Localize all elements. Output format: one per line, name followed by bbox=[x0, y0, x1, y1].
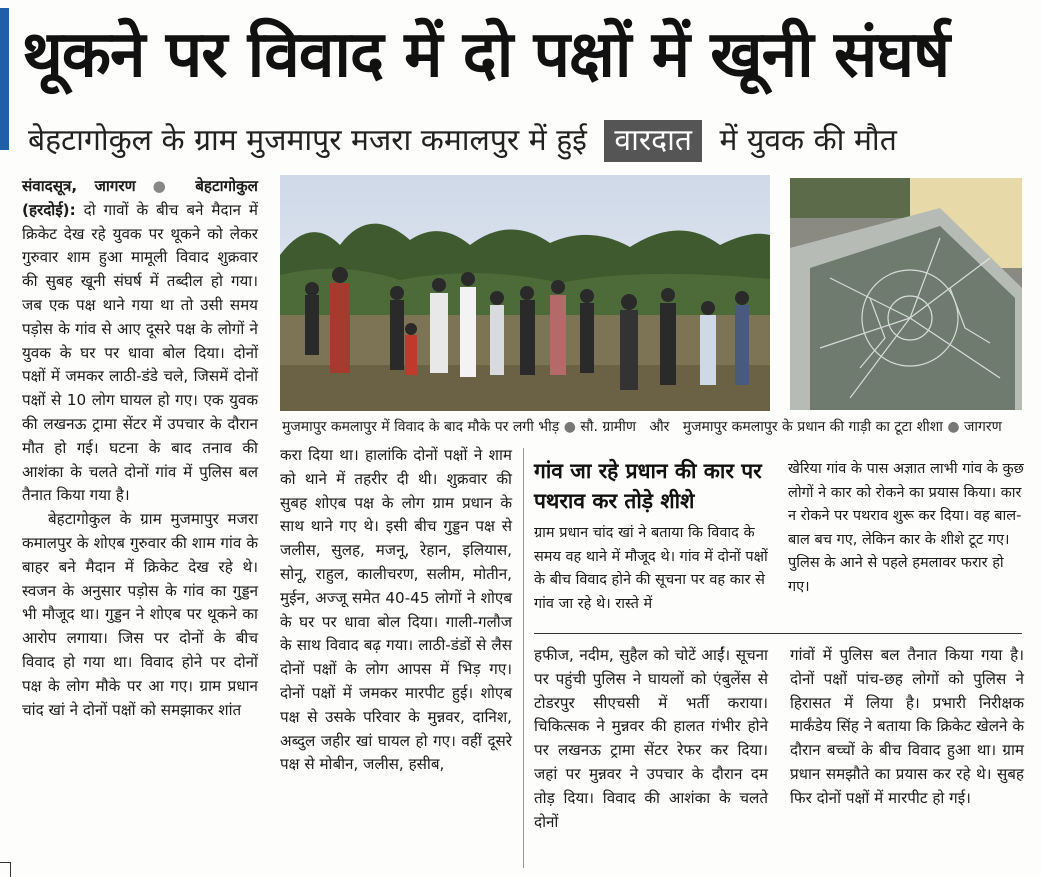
page-edge-bar bbox=[0, 8, 9, 150]
article-column-2: करा दिया था। हालांकि दोनों पक्षों ने शाम को थाने में तहरीर दी थी। शुक्रवार की सुबह शोएब पक्ष के लोग ग्राम प्रधान के साथ थाने गए थे। इसी बीच गुड्डन पक्ष से जलीस, सुलह, मजनू, रेहान, इलियास, सोनू, राहुल, कालीचरण, सलीम, मोतीन, मुईन, अज्जू समेत 40-45 लोगों ने शोएब के घर पर धावा बोल दिया। गाली-गलौज के साथ विवाद बढ़ गया। लाठी-डंडों से लैस दोनों पक्षों के लोग आपस में भिड़ गए। दोनों पक्षों में जमकर मारपीट हुई। शोएब पक्ष से उसके परिवार के मुन्नवर, दानिश, अब्दुल जहीर खां घायल हो गए। वहीं दूसरे पक्ष से मोबीन, जलीस, हसीब, bbox=[280, 446, 512, 774]
paragraph-1-text: दो गावों के बीच बने मैदान में क्रिकेट देख रहे युवक पर थूकने को लेकर गुरुवार शाम हुआ मामूली विवाद शुक्रवार की सुबह खूनी संघर्ष में तब्दील हो गया। जब एक पक्ष थाने गया था तो उसी समय पड़ोस के गांव से आए दूसरे पक्ष के लोगों ने युवक के घर पर धावा बोल दिया। दोनों पक्षों में जमकर लाठी-डंडे चले, जिसमें दोनों पक्षों से 10 लोग घायल हो गए। एक युवक की लखनऊ ट्रामा सेंटर में उपचार के दौरान मौत हो गई। घटना के बाद तनाव की आशंका के चलते दोनों गांव में पुलिस बल तैनात किया गया है। bbox=[22, 200, 259, 505]
article-column-3: हफीज, नदीम, सुहैल को चोटें आईं। सूचना पर पहुंची पुलिस ने घायलों को एंबुलेंस से टोडरपुर सीएचसी में भर्ती कराया। चिकित्सक ने मुन्नवर की हालत गंभीर होने पर लखनऊ ट्रामा सेंटर रेफर कर दिया। जहां पर मुन्नवर ने उपचार के दौरान दम तोड़ दिया। विवाद की आशंका के चलते दोनों bbox=[534, 646, 768, 831]
article-paragraph-2: बेहटागोकुल के ग्राम मुजमापुर मजरा कमालपुर के शोएब गुरुवार की शाम गांव के बाहर बने मैदान में क्रिकेट देख रहे थे। स्वजन के अनुसार पड़ोस के गांव का गुड्डन भी मौजूद था। गुड्डन ने शोएब पर थूकने का आरोप लगाया। जिस पर दोनों के बीच विवाद हो गया था। विवाद होने पर दोनों पक्ष के लोग मौके पर आ गए। ग्राम प्रधान चांद खां ने दोनों पक्षों को समझाकर शांत bbox=[22, 510, 258, 719]
subhead-text-before: बेहटागोकुल के ग्राम मुजमापुर मजरा कमालपुर में हुई bbox=[28, 123, 587, 158]
box-story-left-text: ग्राम प्रधान चांद खां ने बताया कि विवाद के समय वह थाने में मौजूद थे। गांव में दोनों पक्षों के बीच विवाद होने की सूचना पर वह कार से गांव जा रहे थे। रास्ते में bbox=[534, 525, 768, 612]
article-paragraph-1 bbox=[22, 175, 258, 508]
byline-bullet: ● bbox=[152, 177, 179, 195]
column-divider bbox=[523, 448, 524, 868]
crowd-scene-image bbox=[280, 175, 770, 411]
box-story-rule bbox=[534, 633, 1022, 634]
caption-credit-1: सौ. ग्रामीण bbox=[580, 419, 636, 435]
box-story-right-text: खेरिया गांव के पास अज्ञात लाभी गांव के कुछ लोगों ने कार को रोकने का प्रयास किया। कार न रोकने पर पथराव शुरू कर दिया। वह बाल-बाल बच गए, लेकिन कार के शीशे टूट गए। पुलिस के आने से पहले हमलावर फरार हो गए। bbox=[788, 461, 1024, 595]
caption-bullet-1: ● bbox=[563, 419, 576, 435]
caption-and: और bbox=[649, 419, 670, 435]
broken-windshield-photo bbox=[790, 178, 1022, 410]
subheadline bbox=[28, 118, 1033, 164]
byline-district: (हरदोई): bbox=[22, 200, 76, 219]
car-windshield-image bbox=[790, 178, 1022, 410]
box-story-title: गांव जा रहे प्रधान की कार पर पथराव कर तोड़े शीशे bbox=[534, 459, 762, 513]
photo-caption bbox=[282, 418, 1027, 436]
caption-credit-2: जागरण bbox=[964, 419, 1002, 435]
caption-bullet-2: ● bbox=[947, 419, 960, 435]
article-column-4: गांवों में पुलिस बल तैनात किया गया है। दोनों पक्षों पांच-छह लोगों को पुलिस ने हिरासत में लिया है। प्रभारी निरीक्षक मार्कंडेय सिंह ने बताया कि क्रिकेट खेलने के दौरान बच्चों के बीच विवाद हुआ था। ग्राम प्रधान समझौते का प्रयास कर रहे थे। सुबह फिर दोनों पक्षों में मारपीट हो गई। bbox=[790, 646, 1024, 807]
caption-left-text: मुजमापुर कमलापुर में विवाद के बाद मौके पर लगी भीड़ bbox=[282, 419, 560, 435]
byline-source: संवादसूत्र, जागरण bbox=[22, 177, 136, 195]
byline-place: बेहटागोकुल bbox=[195, 177, 258, 195]
caption-right-text: मुजमापुर कमलापुर के प्रधान की गाड़ी का टूटा शीशा bbox=[682, 419, 943, 435]
subhead-text-after: में युवक की मौत bbox=[719, 123, 897, 158]
corner-mark bbox=[0, 862, 11, 877]
crowd-photo bbox=[280, 175, 770, 411]
headline: थूकने पर विवाद में दो पक्षों में खूनी संघर्ष bbox=[22, 18, 950, 92]
subhead-highlight: वारदात bbox=[604, 120, 702, 162]
article-column-1 bbox=[22, 175, 258, 722]
